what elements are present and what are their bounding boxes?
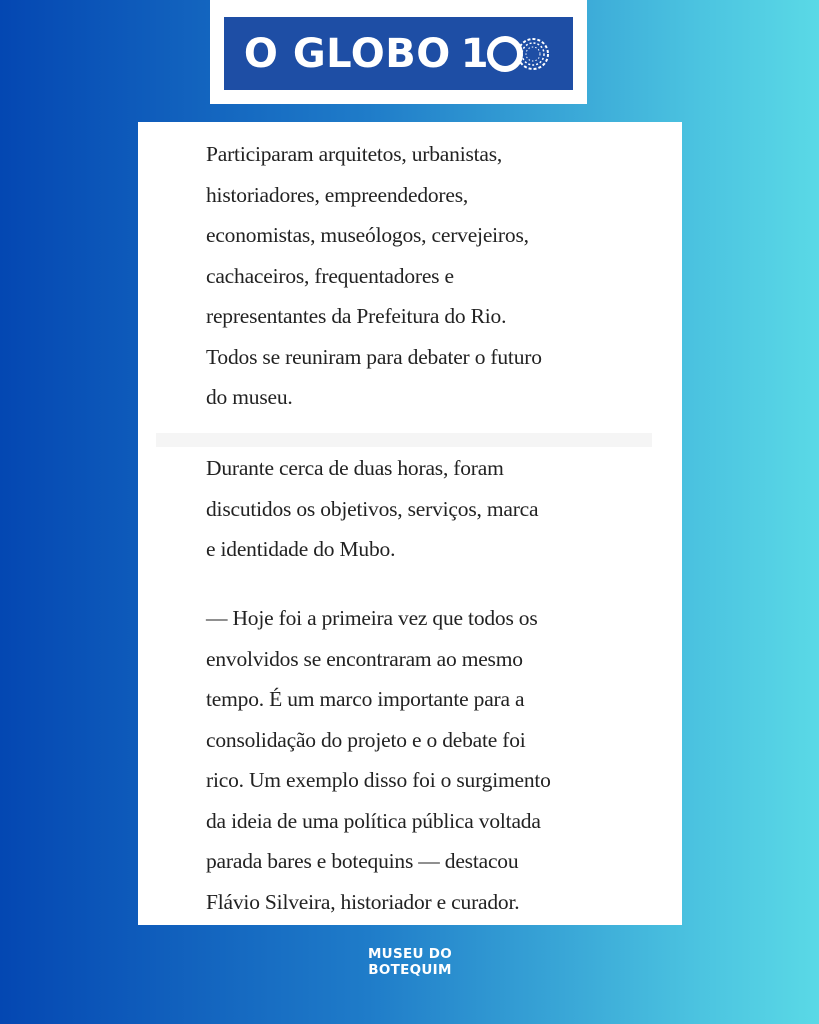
logo-zero-rings-icon <box>487 34 553 74</box>
paragraph-discussion <box>206 448 538 570</box>
text-line: discutidos os objetivos, serviços, marca <box>206 496 539 521</box>
text-line: Flávio Silveira, historiador e curador. <box>206 889 520 914</box>
text-line: parada bares e botequins — destacou <box>206 849 519 873</box>
logo-number-wrap <box>461 31 553 77</box>
brand-line-1: MUSEU DO <box>367 946 453 962</box>
text-line: Todos se reuniram para debater o futuro <box>206 344 542 369</box>
column-divider <box>156 433 652 447</box>
logo-digit-one: 1 <box>460 30 490 77</box>
logo-banner <box>224 17 573 90</box>
paragraph-participants <box>206 134 542 418</box>
text-line: — Hoje foi a primeira vez que todos os <box>206 606 538 630</box>
text-line: economistas, museólogos, cervejeiros, <box>206 223 529 247</box>
logo-name: O GLOBO <box>243 30 451 77</box>
text-line: cachaceiros, frequentadores e <box>206 263 454 288</box>
brand-line-2: BOTEQUIM <box>368 962 452 978</box>
text-line: envolvidos se encontraram ao mesmo <box>206 646 523 671</box>
text-line: historiadores, empreendedores, <box>206 182 469 207</box>
text-line: e identidade do Mubo. <box>206 537 396 561</box>
o-globo-logo <box>210 0 587 104</box>
text-line: do museu. <box>206 385 293 409</box>
article-clipping <box>138 122 682 925</box>
paragraph-quote <box>206 598 551 922</box>
text-line: tempo. É um marco importante para a <box>206 687 525 711</box>
text-line: Participaram arquitetos, urbanistas, <box>206 142 503 166</box>
museu-do-botequim-logo <box>350 946 470 978</box>
text-line: Durante cerca de duas horas, foram <box>206 456 504 480</box>
text-line: da ideia de uma política pública voltada <box>206 808 541 833</box>
text-line: consolidação do projeto e o debate foi <box>206 727 526 752</box>
text-line: representantes da Prefeitura do Rio. <box>206 304 507 328</box>
text-line: rico. Um exemplo disso foi o surgimento <box>206 768 551 792</box>
